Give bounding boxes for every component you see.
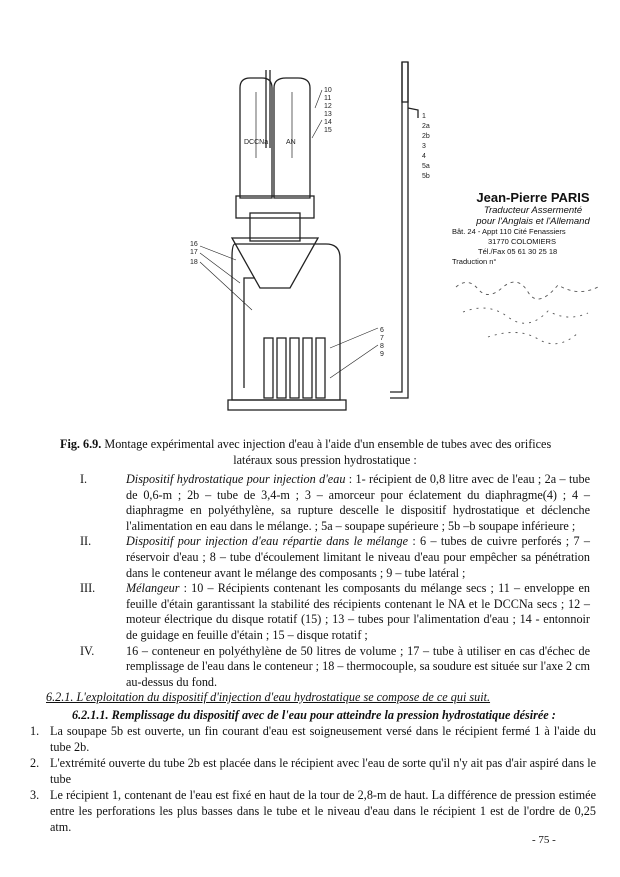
step-text: L'extrémité ouverte du tube 2b est placée dans le récipient avec l'eau de sorte qu'il n'y ait pas d'air aspiré dans le tube — [50, 756, 596, 786]
stamp-line5: Tél./Fax 05 61 30 25 18 — [478, 247, 558, 256]
label-13: 13 — [324, 111, 332, 118]
page-number: - 75 - — [532, 834, 556, 846]
label-14: 14 — [324, 119, 332, 126]
legend-item — [58, 472, 590, 534]
step-text: La soupape 5b est ouverte, un fin courant d'eau est soigneusement versé dans le récipient fermé 1 à l'aide du tube 2b. — [50, 724, 596, 754]
step-number: 3. — [30, 788, 40, 803]
step-number: 2. — [30, 756, 40, 771]
legend-list — [58, 472, 590, 690]
label-10: 10 — [324, 87, 332, 94]
stamp-name: Jean-Pierre PARIS — [476, 190, 590, 205]
stamp-line4: 31770 COLOMIERS — [488, 237, 556, 246]
legend-item-title: Dispositif hydrostatique pour injection d'eau — [126, 472, 346, 486]
label-18: 18 — [190, 259, 198, 266]
label-5b: 5b — [422, 173, 430, 180]
step-item — [30, 788, 596, 835]
legend-item-text: 16 – conteneur en polyéthylène de 50 litres de volume ; 17 – tube à utiliser en cas d'échec de remplissage de l'eau dans le conteneur ; 18 – thermocouple, sa soudure est située sur l'axe 2 cm au-dessus du fond. — [126, 643, 590, 689]
label-11: 11 — [324, 95, 332, 102]
label-8: 8 — [380, 343, 384, 350]
label-7: 7 — [380, 335, 384, 342]
translator-stamp — [448, 190, 618, 362]
label-an: AN — [286, 139, 296, 146]
label-5a: 5a — [422, 163, 430, 170]
label-2a: 2a — [422, 123, 430, 130]
legend-item-number: III. — [80, 581, 96, 596]
legend-item — [58, 581, 590, 643]
step-number: 1. — [30, 724, 40, 738]
stamp-line2: pour l'Anglais et l'Allemand — [476, 216, 590, 227]
steps-list — [30, 724, 596, 836]
legend-item-number: IV. — [80, 643, 95, 658]
legend-item-text: : 1- récipient de 0,8 litre avec de l'eau ; 2a – tube de 0,6-m ; 2b – tube de 3,4-m ; 3 – amorceur pour éclatement du diaphragme(4) ; 4 – diaphragme en polyéthylène, sa rupture descelle le dispositif hydrostatique et déclenche l'alimentation en eau dans le mélange. ; 5a – soupape supérieure ; 5b –b soupape inférieure ; — [126, 472, 590, 533]
step-item — [30, 724, 596, 755]
legend-item — [58, 644, 590, 691]
signature-scribble — [448, 267, 618, 357]
step-item — [30, 756, 596, 787]
caption-label: Fig. 6.9. — [60, 437, 102, 451]
label-6: 6 — [380, 327, 384, 334]
legend-item-title: Mélangeur — [126, 581, 180, 596]
legend-item-text: : 10 – Récipients contenant les composants du mélange secs ; 11 – enveloppe en feuille d'étain garantissant la stabilité des récipients contenant le NA et le DCCNa secs ; 12 – moteur électrique du disque rotatif (15) ; 13 – tubes pour l'alimentation d'eau ; 14 - entonnoir de guidage en feuille d'étain ; 15 – disque rotatif ; — [126, 581, 590, 642]
legend-item-title: Dispositif pour injection d'eau répartie dans le mélange — [126, 534, 409, 549]
apparatus-diagram — [140, 48, 440, 428]
step-text: Le récipient 1, contenant de l'eau est fixé en haut de la tour de 2,8-m de haut. La différence de pression estimée entre les perforations les plus basses dans le tube et le niveau d'eau dans le récipient 1 est de l'ordre de 0,25 atm. — [50, 788, 596, 834]
label-17: 17 — [190, 249, 198, 256]
legend-item-text: : 6 – tubes de cuivre perforés ; 7 – réservoir d'eau ; 8 – tube d'écoulement limitant le niveau d'eau pour empêcher sa pénétration dans le conteneur avant le mélange des composants ; 9 – tube latéral ; — [126, 534, 590, 580]
label-4: 4 — [422, 153, 426, 160]
stamp-line3: Bât. 24 - Appt 110 Cité Fenassiers — [452, 227, 566, 236]
legend-item-number: I. — [80, 472, 88, 486]
label-1: 1 — [422, 113, 426, 120]
legend-item-number: II. — [80, 534, 92, 549]
label-3: 3 — [422, 143, 426, 150]
stamp-line1: Traducteur Assermenté — [483, 205, 583, 216]
legend-item — [58, 534, 590, 581]
caption-text-2: latéraux sous pression hydrostatique : — [233, 452, 417, 467]
figure-caption — [60, 437, 590, 468]
label-dccna: DCCNa — [244, 139, 269, 146]
label-16: 16 — [190, 241, 198, 248]
label-2b: 2b — [422, 133, 430, 140]
label-12: 12 — [324, 103, 332, 110]
stamp-line6: Traduction n° — [452, 257, 497, 266]
section-heading-6-2-1: 6.2.1. L'exploitation du dispositif d'injection d'eau hydrostatique se compose de ce qui suit. — [46, 690, 491, 704]
caption-text: Montage expérimental avec injection d'eau à l'aide d'un ensemble de tubes avec des orifices — [101, 437, 552, 451]
section-heading-6-2-1-1: 6.2.1.1. Remplissage du dispositif avec de l'eau pour atteindre la pression hydrostatique désirée : — [72, 708, 556, 722]
label-15: 15 — [324, 127, 332, 134]
label-9: 9 — [380, 351, 384, 358]
